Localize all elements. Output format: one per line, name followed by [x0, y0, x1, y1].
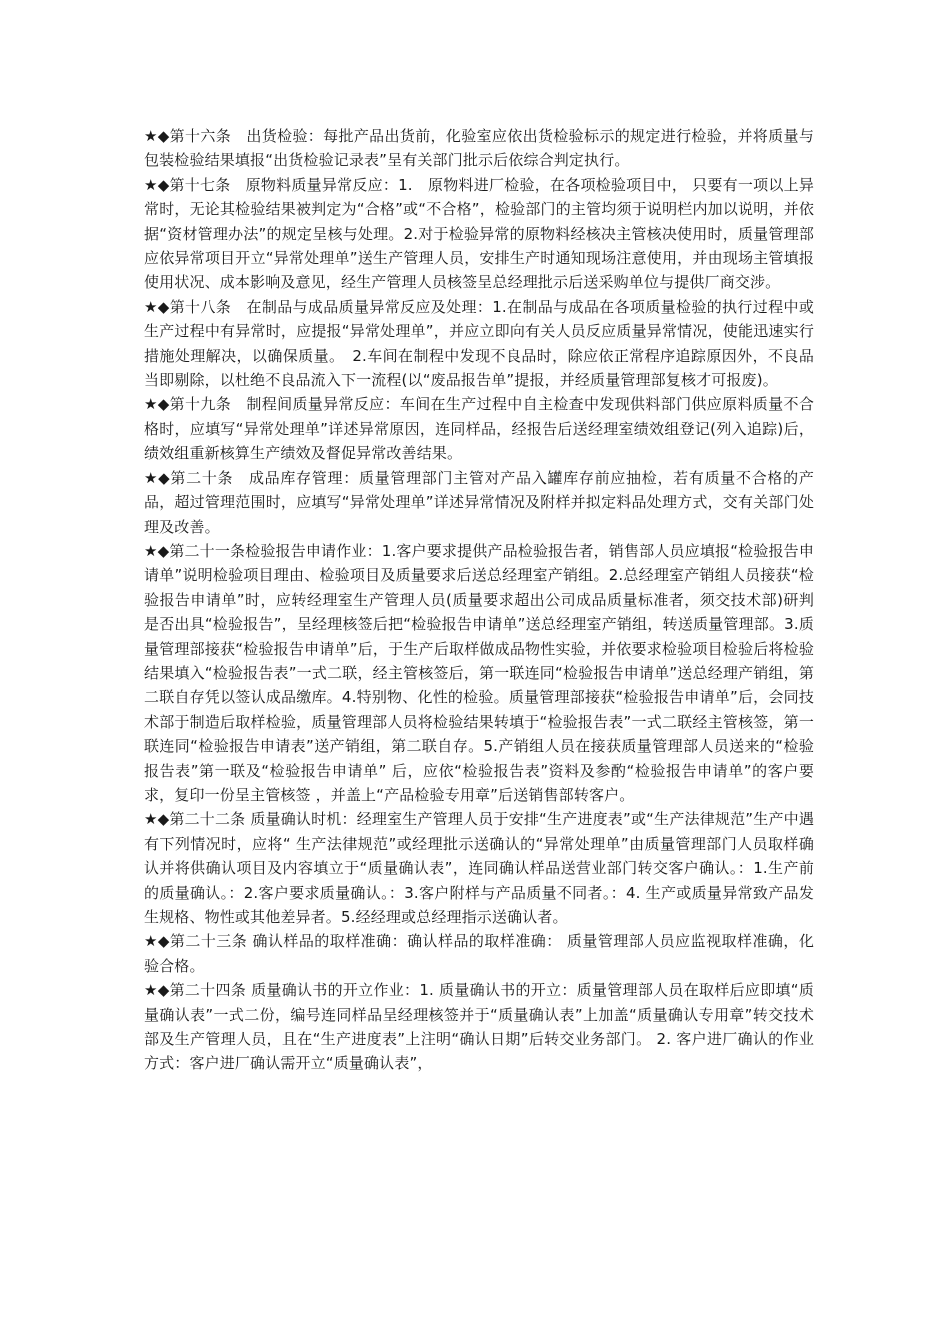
article-19-paragraph: ★◆第十九条 制程间质量异常反应：车间在生产过程中自主检查中发现供料部门供应原料质量不合格时，应填写“异常处理单”详述异常原因，连同样品，经报告后送经理室绩效组登记(列入追踪)后，绩效组重新核算生产绩效及督促异常改善结果。	[144, 395, 814, 463]
article-23-paragraph: ★◆第二十三条 确认样品的取样准确：确认样品的取样准确： 质量管理部人员应监视取样准确，化验合格。	[144, 932, 814, 975]
article-20-paragraph: ★◆第二十条 成品库存管理：质量管理部门主管对产品入罐库存前应抽检，若有质量不合格的产品，超过管理范围时，应填写“异常处理单”详述异常情况及附样并拟定料品处理方式，交有关部门处理及改善。	[144, 468, 814, 536]
article-24-paragraph: ★◆第二十四条 质量确认书的开立作业：1. 质量确认书的开立：质量管理部人员在取样后应即填“质量确认表”一式二份，编号连同样品呈经理核签并于“质量确认表”上加盖“质量确认专用章”转交技术部及生产管理人员，且在“生产进度表”上注明“确认日期”后转交业务部门。 2. 客户进厂确认的作业方式：客户进厂确认需开立“质量确认表”，	[144, 981, 814, 1073]
article-17-paragraph: ★◆第十七条 原物料质量异常反应：1. 原物料进厂检验，在各项检验项目中， 只要有一项以上异常时，无论其检验结果被判定为“合格”或“不合格”，检验部门的主管均须于说明栏内加以说明，并依据“资材管理办法”的规定呈核与处理。2.对于检验异常的原物料经核决主管核决使用时，质量管理部应依异常项目开立“异常处理单”送生产管理人员，安排生产时通知现场注意使用，并由现场主管填报使用状况、成本影响及意见，经生产管理人员核签呈总经理批示后送采购单位与提供厂商交涉。	[144, 175, 814, 292]
document-body	[144, 124, 814, 1076]
article-18-paragraph: ★◆第十八条 在制品与成品质量异常反应及处理：1.在制品与成品在各项质量检验的执行过程中或生产过程中有异常时，应提报“异常处理单”，并应立即向有关人员反应质量异常情况，使能迅速实行措施处理解决，以确保质量。 2.车间在制程中发现不良品时，除应依正常程序追踪原因外，不良品当即剔除，以杜绝不良品流入下一流程(以“废品报告单”提报，并经质量管理部复核才可报废)。	[144, 297, 814, 390]
article-22-paragraph: ★◆第二十二条 质量确认时机：经理室生产管理人员于安排“生产进度表”或“生产法律规范”生产中遇有下列情况时，应将“ 生产法律规范”或经理批示送确认的“异常处理单”由质量管理部门人员取样确认并将供确认项目及内容填立于“质量确认表”，连同确认样品送营业部门转交客户确认。：1.生产前的质量确认。：2.客户要求质量确认。：3.客户附样与产品质量不同者。：4. 生产或质量异常致产品发生规格、物性或其他差异者。5.经经理或总经理指示送确认者。	[144, 810, 814, 926]
article-16-paragraph: ★◆第十六条 出货检验：每批产品出货前，化验室应依出货检验标示的规定进行检验，并将质量与包装检验结果填报“出货检验记录表”呈有关部门批示后依综合判定执行。	[144, 127, 814, 170]
article-21-paragraph: ★◆第二十一条检验报告申请作业：1.客户要求提供产品检验报告者，销售部人员应填报“检验报告申请单”说明检验项目理由、检验项目及质量要求后送总经理室产销组。2.总经理室产销组人员接获“检验报告申请单”时，应转经理室生产管理人员(质量要求超出公司成品质量标准者，须交技术部)研判是否出具“检验报告”，呈经理核签后把“检验报告申请单”送总经理室产销组，转送质量管理部。3.质量管理部接获“检验报告申请单”后，于生产后取样做成品物性实验，并依要求检验项目检验后将检验结果填入“检验报告表”一式二联，经主管核签后，第一联连同“检验报告申请单”送总经理产销组，第二联自存凭以签认成品缴库。4.特别物、化性的检验。质量管理部接获“检验报告申请单”后，会同技术部于制造后取样检验，质量管理部人员将检验结果转填于“检验报告表”一式二联经主管核签，第一联连同“检验报告申请表”送产销组，第二联自存。5.产销组人员在接获质量管理部人员送来的“检验报告表”第一联及“检验报告申请单” 后，应依“检验报告表”资料及参酌“检验报告申请单”的客户要求，复印一份呈主管核签 ，并盖上“产品检验专用章”后送销售部转客户。	[144, 541, 814, 804]
